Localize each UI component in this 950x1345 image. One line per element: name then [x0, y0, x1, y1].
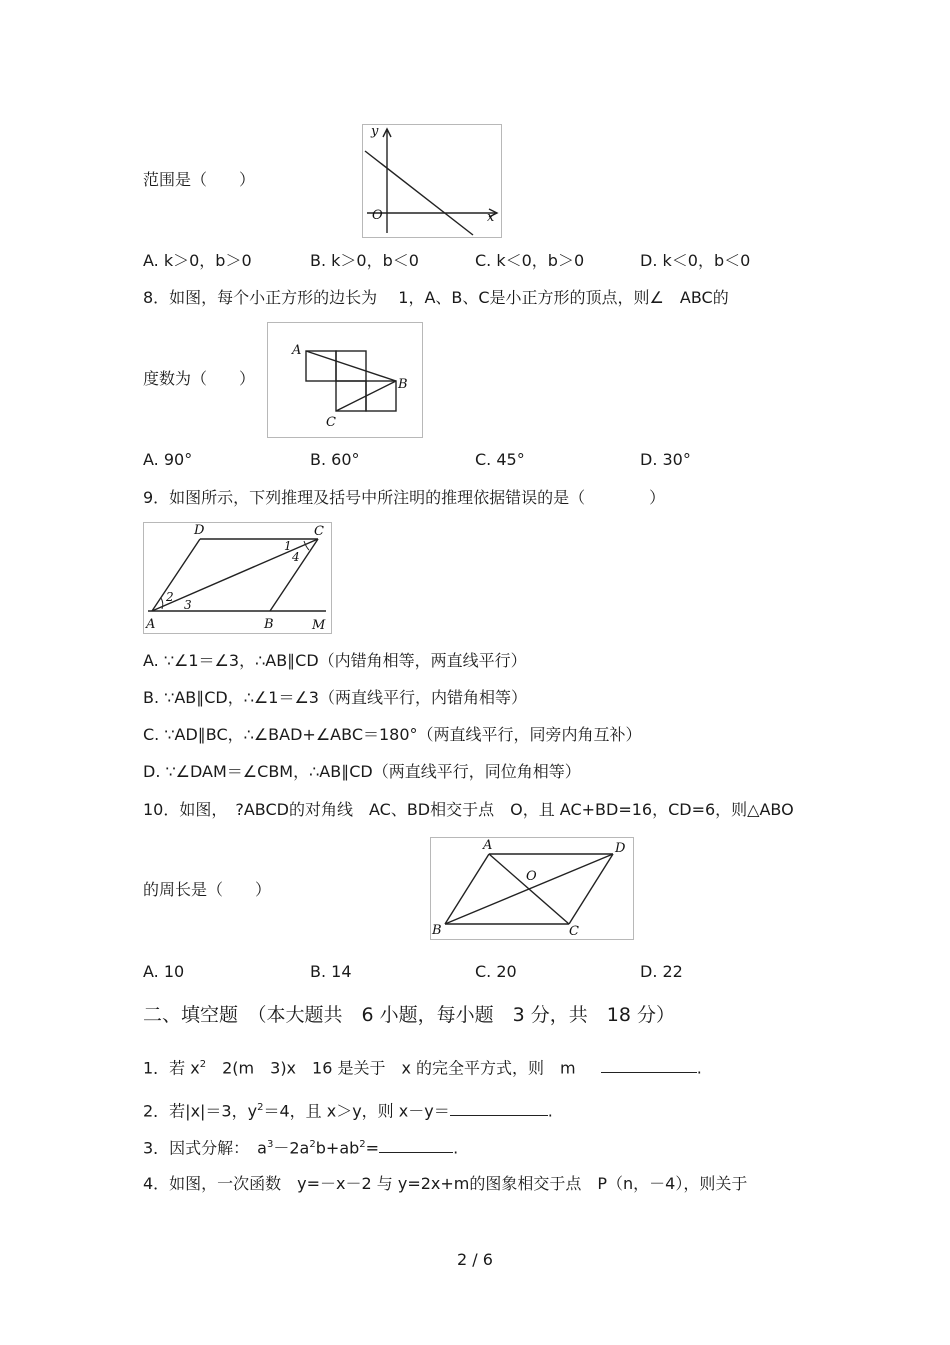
- q10-option-a: A. 10: [143, 962, 185, 981]
- q9-angle-3: 3: [184, 598, 192, 612]
- q7-option-b: B. k＞0，b＜0: [310, 251, 419, 270]
- q7-origin-label: O: [372, 208, 383, 223]
- q9-option-d: D. ∵∠DAM＝∠CBM，∴AB∥CD（两直线平行，同位角相等）: [143, 762, 581, 781]
- q10-label-o: O: [526, 869, 537, 884]
- q7-option-a: A. k＞0，b＞0: [143, 251, 252, 270]
- q7-y-label: y: [371, 125, 379, 139]
- q9-angle-1: 1: [284, 539, 292, 553]
- q9-parallelogram-figure: [143, 522, 332, 634]
- q9-option-c: C. ∵AD∥BC，∴∠BAD+∠ABC＝180°（两直线平行，同旁内角互补）: [143, 725, 642, 744]
- q10-stem-tail: 的周长是（ ）: [143, 880, 272, 899]
- fill-q4: 4．如图，一次函数 y=－x－2 与 y=2x+m的图象相交于点 P（n，－4），则关于: [143, 1174, 748, 1193]
- q8-option-a: A. 90°: [143, 450, 193, 469]
- q9-option-a: A. ∵∠1＝∠3，∴AB∥CD（内错角相等，两直线平行）: [143, 651, 527, 670]
- section2-heading: 二、填空题 （本大题共 6 小题，每小题 3 分，共 18 分）: [143, 1004, 675, 1026]
- q8-option-d: D. 30°: [640, 450, 691, 469]
- fill-q3-blank[interactable]: [379, 1136, 453, 1153]
- q10-option-b: B. 14: [310, 962, 352, 981]
- q8-option-b: B. 60°: [310, 450, 360, 469]
- q10-stem: 10．如图， ?ABCD的对角线 AC、BD相交于点 O，且 AC+BD=16，CD=6，则△ABO: [143, 800, 794, 819]
- q8-label-c: C: [326, 415, 336, 430]
- q8-stem-tail: 度数为（ ）: [143, 369, 256, 388]
- page-number: 2 / 6: [457, 1250, 493, 1269]
- fill-q1-blank[interactable]: [601, 1056, 697, 1073]
- q10-parallelogram-figure: [430, 837, 634, 940]
- q7-stem-tail: 范围是（ ）: [143, 170, 256, 189]
- q10-label-a: A: [483, 838, 493, 853]
- q7-option-c: C. k＜0，b＞0: [475, 251, 585, 270]
- q9-option-b: B. ∵AB∥CD，∴∠1＝∠3（两直线平行，内错角相等）: [143, 688, 527, 707]
- q10-label-c: C: [569, 924, 579, 939]
- q8-option-c: C. 45°: [475, 450, 525, 469]
- q8-stem: 8．如图，每个小正方形的边长为 1，A、B、C是小正方形的顶点，则∠ ABC的: [143, 288, 729, 307]
- q8-label-a: A: [292, 343, 302, 358]
- q9-angle-2: 2: [166, 590, 174, 604]
- q10-option-d: D. 22: [640, 962, 683, 981]
- q9-angle-4: 4: [292, 550, 300, 564]
- fill-q2: 2．若|x|＝3，$y^2=4$，且 x＞y，则 x－y＝ .: [143, 1101, 553, 1121]
- q7-x-label: x: [487, 210, 495, 225]
- q9-label-b: B: [264, 617, 274, 632]
- q9-label-a: A: [146, 617, 156, 632]
- fill-q3: 3．因式分解： $a^3-2a^2b+ab^2=$ .: [143, 1138, 459, 1158]
- q9-stem: 9．如图所示，下列推理及括号中所注明的推理依据错误的是（ ）: [143, 488, 666, 507]
- q10-label-b: B: [432, 923, 442, 938]
- q9-label-d: D: [194, 523, 205, 538]
- q10-label-d: D: [615, 841, 626, 856]
- q8-grid-figure: [267, 322, 423, 438]
- fill-q2-blank[interactable]: [450, 1099, 548, 1116]
- q7-graph-figure: [362, 124, 502, 238]
- q8-label-b: B: [398, 377, 408, 392]
- q9-label-m: M: [312, 618, 326, 633]
- fill-q1: 1．若 $x^2$ 2(m 3)x 16 是关于 x 的完全平方式，则 m .: [143, 1058, 702, 1078]
- q10-option-c: C. 20: [475, 962, 517, 981]
- q7-option-d: D. k＜0，b＜0: [640, 251, 751, 270]
- q9-label-c: C: [314, 524, 324, 539]
